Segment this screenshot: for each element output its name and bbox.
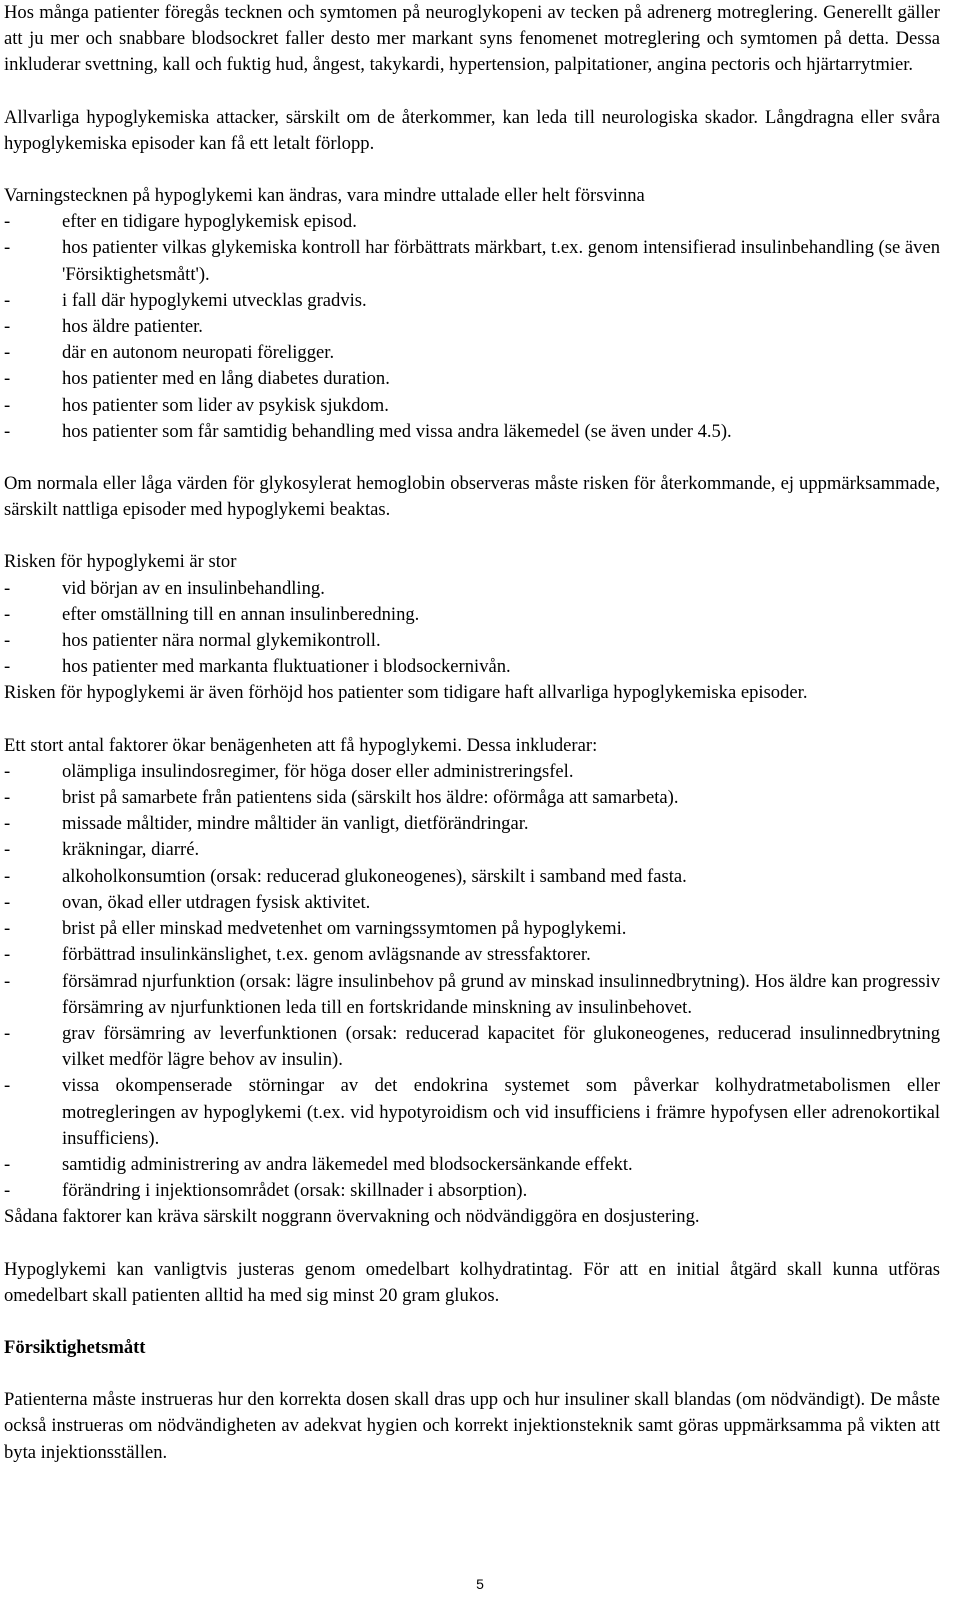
risk-intro: Risken för hypoglykemi är stor bbox=[4, 551, 237, 573]
list-item: - hos patienter med markanta fluktuationer i blodsockernivån. bbox=[4, 654, 940, 680]
paragraph-adrenergic: Hos många patienter föregås tecknen och symtomen på neuroglykopeni av tecken på adrenerg motreglering. Generellt gäller att ju mer och snabbare blodsockret faller desto mer markant syns fenomenet motreglering och symtomen på detta. Dessa inkluderar svettning, kall och fuktig hud, ångest, takykardi, hypertension, palpitationer, angina pectoris och hjärtarrytmier. bbox=[4, 2, 940, 76]
list-item: - hos patienter vilkas glykemiska kontroll har förbättrats märkbart, t.ex. genom intensifierad insulinbehandling (se även 'Försiktighetsmått'). bbox=[4, 235, 940, 287]
bullet-dash: - bbox=[4, 970, 11, 992]
list-item: - i fall där hypoglykemi utvecklas gradvis. bbox=[4, 288, 940, 314]
document-page bbox=[4, 0, 940, 1466]
factors-list bbox=[4, 759, 940, 1204]
bullet-dash: - bbox=[4, 656, 11, 678]
list-item: - hos patienter nära normal glykemikontroll. bbox=[4, 628, 940, 654]
list-item: - ovan, ökad eller utdragen fysisk aktivitet. bbox=[4, 890, 940, 916]
list-item: - hos patienter med en lång diabetes duration. bbox=[4, 366, 940, 392]
section-heading: Försiktighetsmått bbox=[4, 1336, 146, 1358]
risk-list bbox=[4, 576, 940, 681]
bullet-dash: - bbox=[4, 1022, 11, 1044]
paragraph-precautions: Patienterna måste instrueras hur den korrekta dosen skall dras upp och hur insuliner skall blandas (om nödvändigt). De måste också instrueras om nödvändigheten av adekvat hygien och korrekt injektionsteknik samt göras uppmärksamma på vikten att byta injektionsställen. bbox=[4, 1389, 940, 1463]
bullet-dash: - bbox=[4, 211, 11, 233]
list-item: - förbättrad insulinkänslighet, t.ex. genom avlägsnande av stressfaktorer. bbox=[4, 942, 940, 968]
list-item: - brist på eller minskad medvetenhet om varningssymtomen på hypoglykemi. bbox=[4, 916, 940, 942]
list-item: - samtidig administrering av andra läkemedel med blodsockersänkande effekt. bbox=[4, 1152, 940, 1178]
list-item: - hos äldre patienter. bbox=[4, 314, 940, 340]
bullet-dash: - bbox=[4, 237, 11, 259]
list-item: - brist på samarbete från patientens sida (särskilt hos äldre: oförmåga att samarbeta). bbox=[4, 785, 940, 811]
list-item: - missade måltider, mindre måltider än vanligt, dietförändringar. bbox=[4, 811, 940, 837]
paragraph-hba1c: Om normala eller låga värden för glykosylerat hemoglobin observeras måste risken för återkommande, ej uppmärksammade, särskilt nattliga episoder med hypoglykemi beaktas. bbox=[4, 473, 940, 521]
bullet-dash: - bbox=[4, 420, 11, 442]
factors-outro: Sådana faktorer kan kräva särskilt noggrann övervakning och nödvändiggöra en dosjustering. bbox=[4, 1206, 700, 1228]
bullet-dash: - bbox=[4, 1153, 11, 1175]
list-item: - vid början av en insulinbehandling. bbox=[4, 576, 940, 602]
bullet-dash: - bbox=[4, 289, 11, 311]
list-item: - hos patienter som får samtidig behandling med vissa andra läkemedel (se även under 4.5). bbox=[4, 419, 940, 445]
bullet-dash: - bbox=[4, 1075, 11, 1097]
bullet-dash: - bbox=[4, 316, 11, 338]
list-item: - kräkningar, diarré. bbox=[4, 837, 940, 863]
risk-outro: Risken för hypoglykemi är även förhöjd hos patienter som tidigare haft allvarliga hypoglykemiska episoder. bbox=[4, 682, 808, 704]
bullet-dash: - bbox=[4, 603, 11, 625]
bullet-dash: - bbox=[4, 813, 11, 835]
bullet-dash: - bbox=[4, 630, 11, 652]
bullet-dash: - bbox=[4, 944, 11, 966]
bullet-dash: - bbox=[4, 865, 11, 887]
list-item: - olämpliga insulindosregimer, för höga doser eller administreringsfel. bbox=[4, 759, 940, 785]
list-item: - grav försämring av leverfunktionen (orsak: reducerad kapacitet för glukoneogenes, reducerad insulinnedbrytning vilket medför lägre behov av insulin). bbox=[4, 1021, 940, 1073]
list-item: - förändring i injektionsområdet (orsak: skillnader i absorption). bbox=[4, 1178, 940, 1204]
paragraph-severe-attacks: Allvarliga hypoglykemiska attacker, särskilt om de återkommer, kan leda till neurologiska skador. Långdragna eller svåra hypoglykemiska episoder kan få ett letalt förlopp. bbox=[4, 106, 940, 154]
warning-signs-list bbox=[4, 209, 940, 445]
bullet-dash: - bbox=[4, 839, 11, 861]
warning-signs-intro: Varningstecknen på hypoglykemi kan ändras, vara mindre uttalade eller helt försvinna bbox=[4, 185, 645, 207]
bullet-dash: - bbox=[4, 918, 11, 940]
list-item: - försämrad njurfunktion (orsak: lägre insulinbehov på grund av minskad insulinnedbrytning). Hos äldre kan progressiv försämring av njurfunktionen leda till en fortskridande minskning av insulinbehovet. bbox=[4, 969, 940, 1021]
list-item: - där en autonom neuropati föreligger. bbox=[4, 340, 940, 366]
list-item: - efter omställning till en annan insulinberedning. bbox=[4, 602, 940, 628]
bullet-dash: - bbox=[4, 342, 11, 364]
page-number: 5 bbox=[476, 1576, 484, 1592]
bullet-dash: - bbox=[4, 1180, 11, 1202]
list-item: - alkoholkonsumtion (orsak: reducerad glukoneogenes), särskilt i samband med fasta. bbox=[4, 864, 940, 890]
list-item: - vissa okompenserade störningar av det endokrina systemet som påverkar kolhydratmetabolismen eller motregleringen av hypoglykemi (t.ex. vid hypotyroidism och vid insufficiens i främre hypofysen eller adrenokortikal insufficiens). bbox=[4, 1073, 940, 1152]
paragraph-treatment: Hypoglykemi kan vanligtvis justeras genom omedelbart kolhydratintag. För att en initial åtgärd skall kunna utföras omedelbart skall patienten alltid ha med sig minst 20 gram glukos. bbox=[4, 1258, 940, 1306]
bullet-dash: - bbox=[4, 787, 11, 809]
bullet-dash: - bbox=[4, 394, 11, 416]
list-item: - hos patienter som lider av psykisk sjukdom. bbox=[4, 393, 940, 419]
factors-intro: Ett stort antal faktorer ökar benägenheten att få hypoglykemi. Dessa inkluderar: bbox=[4, 734, 598, 756]
bullet-dash: - bbox=[4, 577, 11, 599]
bullet-dash: - bbox=[4, 368, 11, 390]
bullet-dash: - bbox=[4, 760, 11, 782]
bullet-dash: - bbox=[4, 891, 11, 913]
list-item: - efter en tidigare hypoglykemisk episod. bbox=[4, 209, 940, 235]
